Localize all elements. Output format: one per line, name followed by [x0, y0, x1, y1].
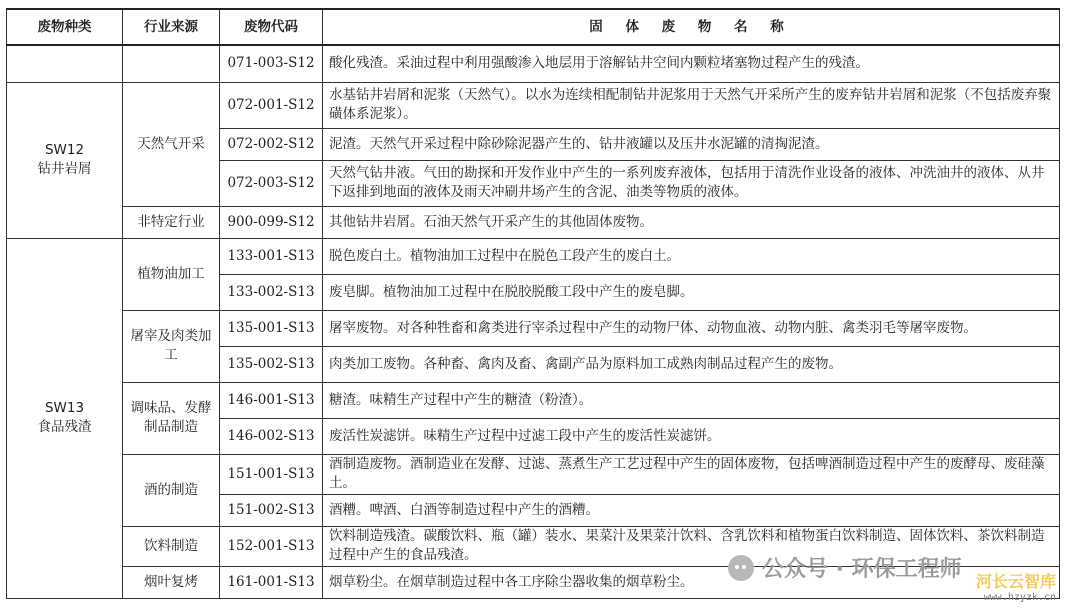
wechat-watermark-text: 公众号 · 环保工程师 — [762, 557, 962, 582]
waste-code: 151-002-S13 — [220, 494, 323, 526]
waste-name: 烟草粉尘。在烟草制造过程中各工序除尘器收集的烟草粉尘。 — [323, 566, 1060, 598]
waste-code: 146-002-S13 — [220, 418, 323, 454]
industry-seasoning: 调味品、发酵制品制造 — [123, 382, 220, 454]
industry-meat: 屠宰及肉类加工 — [123, 310, 220, 382]
table-row — [7, 82, 1060, 128]
waste-name: 糖渣。味精生产过程中产生的糖渣（粉渣）。 — [323, 382, 1060, 418]
wechat-watermark — [728, 552, 962, 583]
category-cell-empty — [7, 45, 123, 82]
waste-code: 133-002-S13 — [220, 274, 323, 310]
waste-code: 146-001-S13 — [220, 382, 323, 418]
waste-name: 天然气钻井液。气田的勘探和开发作业中产生的一系列废弃液体，包括用于清洗作业设备的液体、冲洗油井的液体、从井下返排到地面的液体及雨天冲刷井场产生的含泥、油类等物质的液体。 — [323, 160, 1060, 206]
waste-name: 水基钻井岩屑和泥浆（天然气）。以水为连续相配制钻井泥浆用于天然气开采所产生的废弃钻井岩屑和泥浆（不包括废弃聚磺体系泥浆）。 — [323, 82, 1060, 128]
table-header-row — [7, 9, 1060, 45]
header-industry-source: 行业来源 — [123, 9, 220, 45]
brand-watermark-name: 河长云智库 — [975, 572, 1056, 591]
waste-code: 900-099-S12 — [220, 206, 323, 238]
header-waste-name: 固 体 废 物 名 称 — [323, 9, 1060, 45]
category-code: SW13 — [44, 400, 85, 416]
industry-tobacco: 烟叶复烤 — [123, 566, 220, 598]
category-sw13 — [7, 238, 123, 598]
category-name: 食品残渣 — [37, 419, 92, 435]
waste-code: 161-001-S13 — [220, 566, 323, 598]
waste-name: 肉类加工废物。各种畜、禽肉及畜、禽副产品为原料加工成熟肉制品过程产生的废物。 — [323, 346, 1060, 382]
industry-beverage: 饮料制造 — [123, 526, 220, 566]
waste-code: 133-001-S13 — [220, 238, 323, 274]
waste-code: 071-003-S12 — [220, 45, 323, 82]
industry-vegoil: 植物油加工 — [123, 238, 220, 310]
waste-code: 135-001-S13 — [220, 310, 323, 346]
waste-name: 其他钻井岩屑。石油天然气开采产生的其他固体废物。 — [323, 206, 1060, 238]
waste-name: 酒制造废物。酒制造业在发酵、过滤、蒸煮生产工艺过程中产生的固体废物，包括啤酒制造过程中产生的废酵母、废硅藻土。 — [323, 454, 1060, 494]
wechat-icon — [728, 555, 754, 581]
industry-wine: 酒的制造 — [123, 454, 220, 526]
waste-code: 151-001-S13 — [220, 454, 323, 494]
waste-name: 泥渣。天然气开采过程中除砂除泥器产生的、钻井液罐以及压井水泥罐的清掏泥渣。 — [323, 128, 1060, 160]
header-waste-category: 废物种类 — [7, 9, 123, 45]
waste-name: 饮料制造残渣。碳酸饮料、瓶（罐）装水、果菜汁及果菜汁饮料、含乳饮料和植物蛋白饮料制造、固体饮料、茶饮料制造过程中产生的食品残渣。 — [323, 526, 1060, 566]
waste-name: 屠宰废物。对各种牲畜和禽类进行宰杀过程中产生的动物尸体、动物血液、动物内脏、禽类羽毛等屠宰废物。 — [323, 310, 1060, 346]
waste-name: 酸化残渣。采油过程中利用强酸渗入地层用于溶解钻井空间内颗粒堵塞物过程产生的残渣。 — [323, 45, 1060, 82]
table-row — [7, 238, 1060, 274]
industry-gas: 天然气开采 — [123, 82, 220, 206]
table-row — [7, 382, 1060, 418]
waste-name: 酒糟。啤酒、白酒等制造过程中产生的酒糟。 — [323, 494, 1060, 526]
table-row — [7, 206, 1060, 238]
table-row — [7, 45, 1060, 82]
waste-name: 废皂脚。植物油加工过程中在脱胶脱酸工段中产生的废皂脚。 — [323, 274, 1060, 310]
category-sw12 — [7, 82, 123, 238]
industry-nonspecific: 非特定行业 — [123, 206, 220, 238]
waste-code: 152-001-S13 — [220, 526, 323, 566]
table-row — [7, 310, 1060, 346]
waste-code: 072-003-S12 — [220, 160, 323, 206]
brand-watermark-url: www.hzyzk.cn — [983, 592, 1056, 603]
waste-table — [6, 8, 1060, 599]
category-name: 钻井岩屑 — [37, 161, 92, 177]
waste-name: 脱色废白土。植物油加工过程中在脱色工段产生的废白土。 — [323, 238, 1060, 274]
industry-cell-empty — [123, 45, 220, 82]
waste-code: 072-002-S12 — [220, 128, 323, 160]
waste-code: 072-001-S12 — [220, 82, 323, 128]
waste-code: 135-002-S13 — [220, 346, 323, 382]
brand-watermark — [976, 569, 1056, 603]
waste-name: 废活性炭滤饼。味精生产过程中过滤工段中产生的废活性炭滤饼。 — [323, 418, 1060, 454]
category-code: SW12 — [44, 142, 85, 158]
header-waste-code: 废物代码 — [220, 9, 323, 45]
table-row — [7, 454, 1060, 494]
